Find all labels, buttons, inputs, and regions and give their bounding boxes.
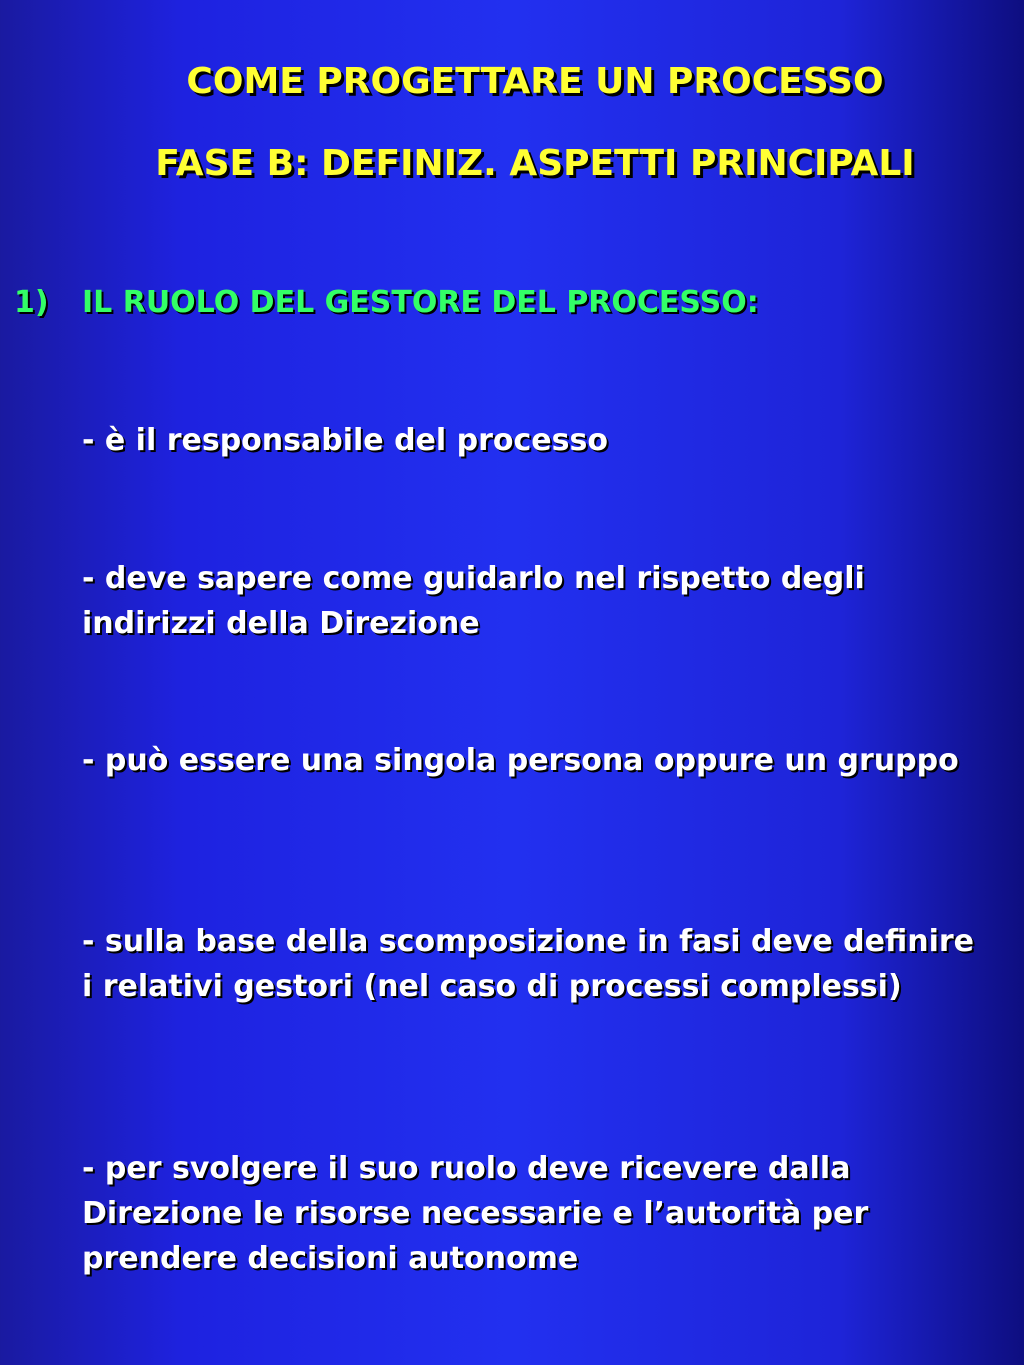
section-heading [14,283,759,323]
section-heading-text: IL RUOLO DEL GESTORE DEL PROCESSO: [82,285,759,320]
bullet-item: - è il responsabile del processo [82,423,608,458]
bullet-item: - sulla base della scomposizione in fasi deve definire i relativi gestori (nel caso di processi complessi) [82,924,975,1004]
slide-title: COME PROGETTARE UN PROCESSO [186,61,884,102]
bullet-item: - per svolgere il suo ruolo deve ricevere dalla Direzione le risorse necessarie e l’autorità per prendere decisioni autonome [82,1151,869,1276]
section-number: 1) [14,285,49,320]
bullet-item: - può essere una singola persona oppure un gruppo [82,743,959,778]
slide-subtitle: FASE B: DEFINIZ. ASPETTI PRINCIPALI [155,143,915,184]
bullet-item: - deve sapere come guidarlo nel rispetto degli indirizzi della Direzione [82,561,865,641]
